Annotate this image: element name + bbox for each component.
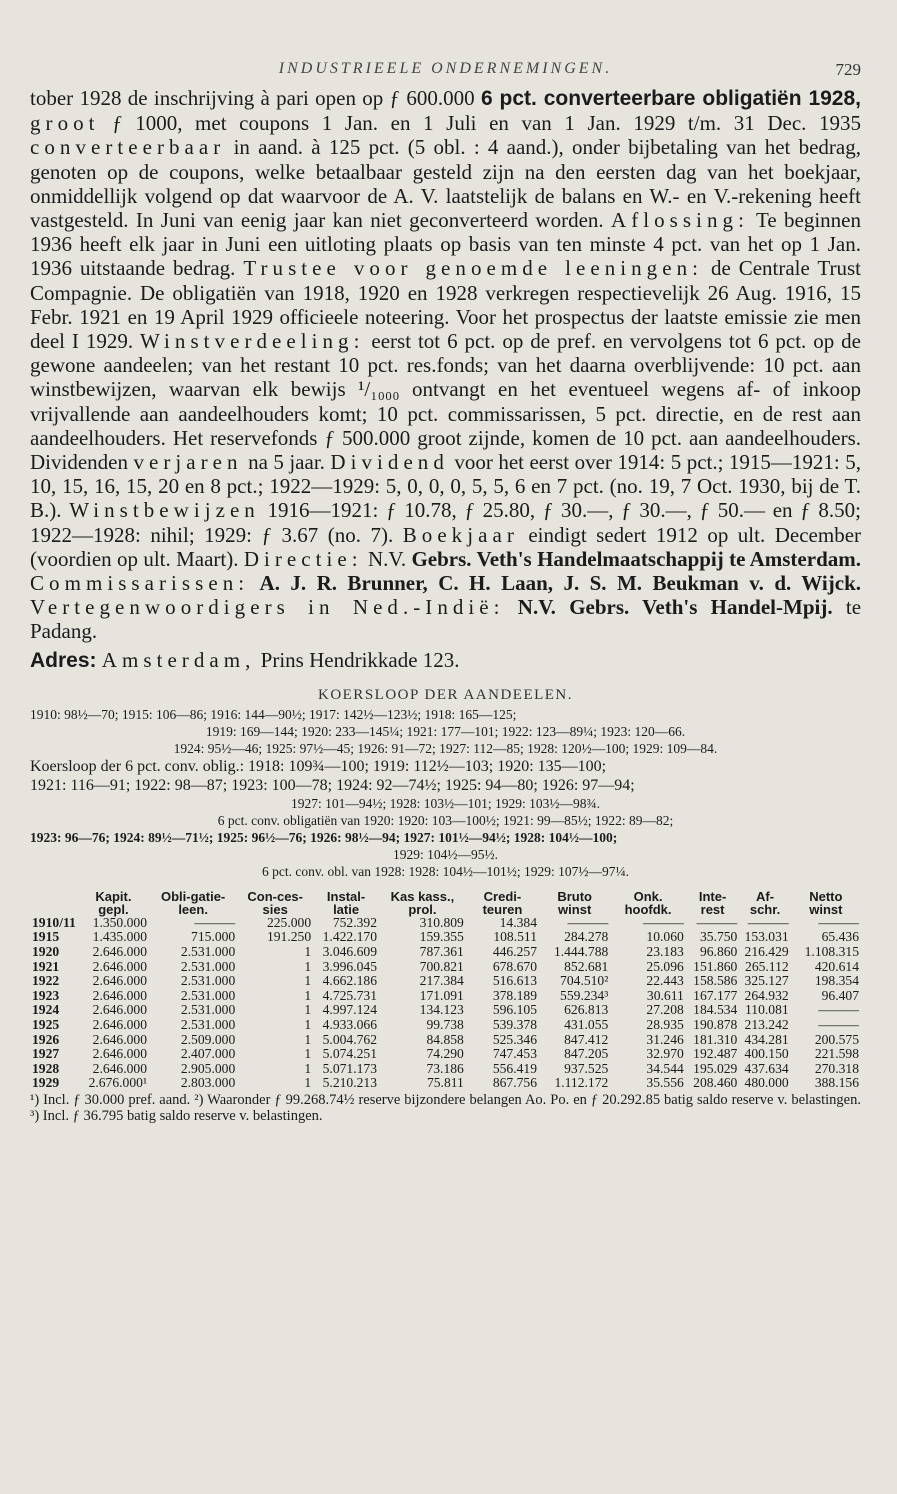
table-cell: 437.634	[744, 1060, 789, 1076]
column-header: Obli-gatie-leen.	[160, 888, 226, 917]
table-cell: 2.509.000	[180, 1031, 236, 1047]
table-row	[30, 1033, 861, 1048]
column-header: Kas kass., prol.	[390, 888, 455, 917]
table-cell: 159.355	[419, 929, 464, 945]
year-cell: 1928	[32, 1060, 60, 1076]
table-cell: 73.186	[426, 1060, 464, 1076]
table-cell: 10.060	[646, 929, 684, 945]
directors: Gebrs. Veth's Handelmaatschappij te Amsterdam.	[411, 546, 861, 571]
column-header: Kapit. gepl.	[95, 888, 132, 917]
year-cell: 1924	[32, 1002, 60, 1018]
koers-line: 1929: 104½—95½.	[392, 846, 498, 862]
table-cell: 1.350.000	[92, 914, 148, 930]
table-cell: 310.809	[419, 914, 464, 930]
table-cell: 65.436	[821, 929, 859, 945]
text: 1916—1921: ƒ 10.78, ƒ 25.80, ƒ 30.—, ƒ 30.—, ƒ 50.— en ƒ 8.50; 1922—1928: nihil; 1929: ƒ 3.67 (no. 7).	[30, 498, 862, 547]
table-cell: 1.422.170	[322, 929, 377, 945]
table-cell: 2.646.000	[92, 1060, 148, 1076]
table-cell: 190.878	[693, 1017, 738, 1033]
table-cell: 96.407	[821, 987, 859, 1003]
table-cell: 2.646.000	[92, 973, 148, 989]
table-cell: 596.105	[492, 1002, 538, 1018]
table-cell: 284.278	[564, 929, 609, 945]
table-cell: 158.586	[693, 973, 738, 989]
table-cell: 99.738	[426, 1017, 464, 1033]
text: tober 1928 de inschrijving à pari open op ƒ 600.000	[30, 86, 475, 110]
table-cell: 35.556	[646, 1075, 684, 1091]
column-header: Credi-teuren	[482, 888, 523, 917]
column-header: Instal-latie	[326, 888, 366, 917]
table-cell: 1	[304, 1002, 312, 1018]
text: converteerbaar	[30, 135, 226, 160]
text: te Padang.	[30, 595, 862, 644]
section-label: Dividend	[330, 450, 449, 475]
table-cell: 1.444.788	[553, 944, 609, 960]
table-cell: ———	[818, 1002, 859, 1018]
table-cell: 1	[304, 973, 312, 989]
koers-line: 6 pct. conv. obligatiën van 1920: 1920: 103—100½; 1921: 99—85½; 1922: 89—82;	[217, 812, 674, 828]
table-cell: 5.004.762	[322, 1031, 377, 1047]
table-cell: ———	[696, 914, 738, 930]
section-label: Aflossing:	[611, 208, 749, 233]
table-cell: 35.750	[699, 929, 738, 945]
table-cell: 700.821	[419, 958, 464, 974]
koers-line: 1919: 169—144; 1920: 233—145¼; 1921: 177—101; 1922: 123—89¼; 1923: 120—66.	[205, 723, 686, 739]
company-text	[30, 86, 861, 673]
table-cell: 420.614	[814, 958, 859, 974]
column-header: Af-schr.	[749, 888, 781, 917]
table-cell: 221.598	[814, 1046, 859, 1062]
table-cell: 191.250	[266, 929, 312, 945]
table-cell: 1.112.172	[554, 1075, 609, 1091]
table-cell: 747.453	[492, 1046, 538, 1062]
table-cell: 31.246	[646, 1031, 684, 1047]
table-cell: ———	[818, 914, 859, 930]
table-header-row	[30, 890, 861, 916]
table-cell: 110.081	[745, 1002, 789, 1018]
table-cell: 1	[304, 1046, 312, 1062]
table-cell: 1	[304, 1060, 312, 1076]
table-cell: 787.361	[419, 944, 464, 960]
text: ƒ 1000, met coupons 1 Jan. en 1 Juli en van 1 Jan. 1929 t/m. 31 Dec. 1935	[112, 111, 861, 136]
table-cell: 752.392	[332, 914, 377, 930]
section-label: Directie:	[243, 546, 363, 571]
column-header: Onk. hoofdk.	[624, 888, 672, 917]
table-footnote: ¹) Incl. ƒ 30.000 pref. aand. ²) Waaronder ƒ 99.268.74½ reserve bijzondere belangen Ao. Po. en ƒ 20.292.85 batig saldo reserve v. belastingen. ³) Incl. ƒ 36.795 batig saldo reserve v. belastingen.	[30, 1092, 861, 1124]
table-cell: 134.123	[419, 1002, 464, 1018]
table-cell: 171.091	[419, 987, 464, 1003]
koers-line: 1924: 95½—46; 1925: 97½—45; 1926: 91—72; 1927: 112—85; 1928: 120½—100; 1929: 109—84.	[173, 740, 718, 756]
table-cell: 400.150	[744, 1046, 789, 1062]
section-label: Winstverdeeling:	[140, 329, 365, 354]
table-cell: 431.055	[564, 1017, 609, 1033]
commissioners: A. J. R. Brunner, C. H. Laan, J. S. M. Beukman v. d. Wijck.	[259, 571, 861, 596]
year-cell: 1920	[32, 944, 60, 960]
table-row	[30, 960, 861, 975]
table-cell: 847.205	[564, 1046, 609, 1062]
table-cell: ———	[818, 1017, 859, 1033]
table-cell: 4.933.066	[322, 1017, 377, 1033]
table-cell: 1.435.000	[92, 929, 148, 945]
section-label: Boekjaar	[402, 522, 519, 547]
table-cell: 2.531.000	[180, 987, 236, 1003]
address-city: Amsterdam,	[101, 647, 256, 672]
table-cell: 1	[304, 958, 312, 974]
table-cell: 198.354	[814, 973, 859, 989]
representatives: N.V. Gebrs. Veth's Handel-Mpij.	[517, 595, 833, 620]
year-cell: 1910/11	[32, 914, 76, 930]
running-title: INDUSTRIEELE ONDERNEMINGEN.	[278, 60, 613, 77]
financial-table	[30, 890, 861, 1091]
table-row	[30, 1018, 861, 1033]
table-cell: 4.997.124	[322, 1002, 377, 1018]
page-number: 729	[835, 60, 861, 79]
table-row	[30, 974, 861, 989]
table-row	[30, 945, 861, 960]
table-row	[30, 1003, 861, 1018]
year-cell: 1915	[32, 929, 60, 945]
table-cell: 1.108.315	[804, 944, 859, 960]
year-cell: 1921	[32, 958, 60, 974]
running-header	[30, 60, 861, 86]
koers-line: 1923: 96—76; 1924: 89½—71½; 1925: 96½—76; 1926: 98½—94; 1927: 101½—94½; 1928: 104½—100;	[30, 829, 618, 845]
table-cell: 30.611	[646, 987, 684, 1003]
table-cell: 32.970	[646, 1046, 684, 1062]
table-cell: 22.443	[646, 973, 684, 989]
table-cell: 264.932	[744, 987, 789, 1003]
koersloop-block	[30, 706, 861, 880]
column-header	[30, 890, 78, 916]
table-cell: 678.670	[492, 958, 538, 974]
main-paragraph	[30, 86, 861, 644]
table-cell: 2.531.000	[180, 1002, 236, 1018]
table-cell: 2.531.000	[180, 1017, 236, 1033]
table-cell: 704.510²	[560, 973, 609, 989]
table-cell: 388.156	[814, 1075, 859, 1091]
table-cell: 2.646.000	[92, 1031, 148, 1047]
column-header: Con-ces-sies	[247, 888, 303, 917]
table-row	[30, 1047, 861, 1062]
table-cell: 192.487	[693, 1046, 738, 1062]
table-cell: 1	[304, 1031, 312, 1047]
text: voor het eerst over 1914: 5 pct.; 1915—1921: 5, 10, 15, 16, 15, 20 en 8 pct.; 1922—1929: 5, 0, 0, 0, 5, 5, 6 en 7 pct. (no. 19, 7 Oct. 1930, bij de T. B.).	[30, 450, 862, 523]
text: verjaren	[133, 450, 243, 475]
table-cell: 4.662.186	[322, 973, 377, 989]
table-cell: 378.189	[492, 987, 538, 1003]
table-cell: ———	[567, 914, 609, 930]
koersloop-title: KOERSLOOP DER AANDEELEN.	[317, 686, 574, 703]
koers-line: 1910: 98½—70; 1915: 106—86; 1916: 144—90½; 1917: 142½—123½; 1918: 165—125;	[30, 706, 517, 722]
address-label: Adres:	[30, 648, 97, 672]
table-cell: 108.511	[493, 929, 538, 945]
bond-title: 6 pct. converteerbare obligatiën 1928,	[480, 87, 861, 110]
section-label: Trustee voor genoemde leeningen:	[243, 256, 703, 281]
table-cell: 2.646.000	[92, 1046, 148, 1062]
table-cell: 2.646.000	[92, 1002, 148, 1018]
table-cell: 151.860	[693, 958, 738, 974]
table-cell: 14.384	[499, 914, 538, 930]
table-cell: 75.811	[426, 1075, 464, 1091]
table-cell: 217.384	[419, 973, 464, 989]
table-cell: 2.803.000	[180, 1075, 236, 1091]
table-cell: 325.127	[744, 973, 789, 989]
table-cell: 2.407.000	[180, 1046, 236, 1062]
table-cell: 847.412	[564, 1031, 609, 1047]
table-cell: 34.544	[646, 1060, 684, 1076]
year-cell: 1922	[32, 973, 60, 989]
table-cell: 25.096	[646, 958, 684, 974]
text: groot	[30, 111, 100, 136]
table-cell: 270.318	[814, 1060, 859, 1076]
table-cell: 5.210.213	[322, 1075, 377, 1091]
table-cell: 225.000	[266, 914, 312, 930]
table-cell: ———	[194, 914, 236, 930]
koers-line: Koersloop der 6 pct. conv. oblig.: 1918: 109¾—100; 1919: 112½—103; 1920: 135—100;	[30, 757, 607, 775]
table-cell: ———	[643, 914, 684, 930]
text: na 5 jaar.	[248, 450, 325, 475]
table-cell: 559.234³	[560, 987, 609, 1003]
koers-line: 1927: 101—94½; 1928: 103½—101; 1929: 103½—98¾.	[290, 795, 600, 811]
column-header: Inte-rest	[698, 888, 727, 917]
table-cell: 539.378	[492, 1017, 538, 1033]
year-cell: 1925	[32, 1017, 60, 1033]
table-row	[30, 1076, 861, 1091]
table-cell: 1	[304, 1017, 312, 1033]
text: Te beginnen 1936 heeft elk jaar in Juni een uitloting plaats op basis van ten minste 4 pct. van het op 1 Jan. 1936 uitstaande bedrag.	[30, 208, 861, 281]
table-cell: 2.531.000	[180, 973, 236, 989]
table-cell: 195.029	[693, 1060, 738, 1076]
table-cell: 525.346	[492, 1031, 538, 1047]
text: in aand. à 125 pct. (5 obl. : 4 aand.), onder bijbetaling van het bedrag, genoten op de coupons, welke betaalbaar gesteld zijn na den eersten dag van het boekjaar, onmiddellijk volgend op dat waarvoor de A. V. laatstelijk de balans en W.- en V.-rekening heeft vastgesteld. In Juni van eenig jaar kan niet geconverteerd worden.	[30, 135, 861, 233]
table-cell: 167.177	[693, 987, 738, 1003]
table-cell: 2.646.000	[92, 958, 148, 974]
table-cell: 1	[304, 987, 312, 1003]
table-row	[30, 916, 861, 931]
table-cell: 27.208	[646, 1002, 684, 1018]
section-label: Commissarissen:	[30, 571, 250, 596]
address-line	[30, 648, 861, 673]
table-cell: 516.613	[492, 973, 538, 989]
text: eerst tot 6 pct. op de pref. en vervolgens tot 6 pct. op de gewone aandeelen; van het restant 10 pct. res.fonds; van het daarna overblijvende: 10 pct. aan winstbewijzen, waarvan elk bewijs ¹/₁₀₀₀ ontvangt en het eventueel wegens af- of inkoop vrijvallende aan aandeelhouders komt; 10 pct. commissarissen, 5 pct. directie, en de rest aan aandeelhouders. Het reservefonds ƒ 500.000 groot zijnde, komen de 10 pct. aan aandeelhouders. Dividenden	[30, 329, 861, 475]
table-cell: 715.000	[191, 929, 236, 945]
table-cell: 5.071.173	[322, 1060, 377, 1076]
address-street: Prins Hendrikkade 123.	[260, 647, 460, 672]
table-cell: 2.905.000	[180, 1060, 236, 1076]
table-cell: 208.460	[693, 1075, 738, 1091]
table-cell: 181.310	[693, 1031, 738, 1047]
table-body	[30, 916, 861, 1091]
table-cell: 4.725.731	[322, 987, 377, 1003]
table-cell: 2.676.000¹	[88, 1075, 148, 1091]
table-cell: 1	[304, 944, 312, 960]
table-cell: 3.996.045	[322, 958, 377, 974]
column-header: Netto winst	[809, 888, 843, 917]
table-cell: 867.756	[492, 1075, 538, 1091]
year-cell: 1923	[32, 987, 60, 1003]
year-cell: 1929	[32, 1075, 60, 1091]
table-cell: 2.646.000	[92, 1017, 148, 1033]
koers-line: 1921: 116—91; 1922: 98—87; 1923: 100—78; 1924: 92—74½; 1925: 94—80; 1926: 97—94;	[30, 776, 635, 794]
table-cell: 3.046.609	[322, 944, 377, 960]
text: eindigt sedert 1912 op ult. December (voordien op ult. Maart).	[30, 522, 862, 571]
table-cell: 23.183	[646, 944, 684, 960]
text: de Centrale Trust Compagnie. De obligatiën van 1918, 1920 en 1928 verkregen respectievelijk 26 Aug. 1916, 15 Febr. 1921 en 19 April 1929 officieele noteering. Voor het prospectus der laatste emissie zie men deel I 1929.	[30, 256, 861, 354]
table-cell: 2.531.000	[180, 944, 236, 960]
table-cell: 556.419	[492, 1060, 538, 1076]
table-cell: 446.257	[492, 944, 538, 960]
table-row	[30, 1062, 861, 1077]
table-cell: 626.813	[564, 1002, 609, 1018]
table-cell: 216.429	[744, 944, 789, 960]
table-row	[30, 989, 861, 1004]
table-cell: 265.112	[745, 958, 789, 974]
table-cell: 2.646.000	[92, 987, 148, 1003]
column-header: Bruto winst	[557, 888, 592, 917]
text: N.V.	[367, 546, 407, 571]
year-cell: 1926	[32, 1031, 60, 1047]
section-label: Winstbewijzen	[69, 498, 260, 523]
year-cell: 1927	[32, 1046, 60, 1062]
table-cell: 480.000	[744, 1075, 789, 1091]
table-cell: 200.575	[814, 1031, 859, 1047]
table-cell: 28.935	[646, 1017, 684, 1033]
table-cell: 1	[304, 1075, 312, 1091]
table-cell: 213.242	[744, 1017, 789, 1033]
table-cell: 2.531.000	[180, 958, 236, 974]
table-row	[30, 930, 861, 945]
table-cell: 74.290	[426, 1046, 464, 1062]
table-cell: 184.534	[693, 1002, 738, 1018]
koers-line: 6 pct. conv. obl. van 1928: 1928: 104½—101½; 1929: 107½—97¼.	[262, 863, 629, 879]
table-cell: 434.281	[744, 1031, 789, 1047]
table-cell: 84.858	[426, 1031, 464, 1047]
table-cell: 937.525	[564, 1060, 609, 1076]
table-cell: 96.860	[699, 944, 738, 960]
table-cell: ———	[747, 914, 789, 930]
table-cell: 153.031	[744, 929, 789, 945]
table-cell: 2.646.000	[92, 944, 148, 960]
table-cell: 5.074.251	[322, 1046, 377, 1062]
section-label: Vertegenwoordigers in Ned.-Indië:	[30, 595, 505, 620]
table-cell: 852.681	[564, 958, 609, 974]
